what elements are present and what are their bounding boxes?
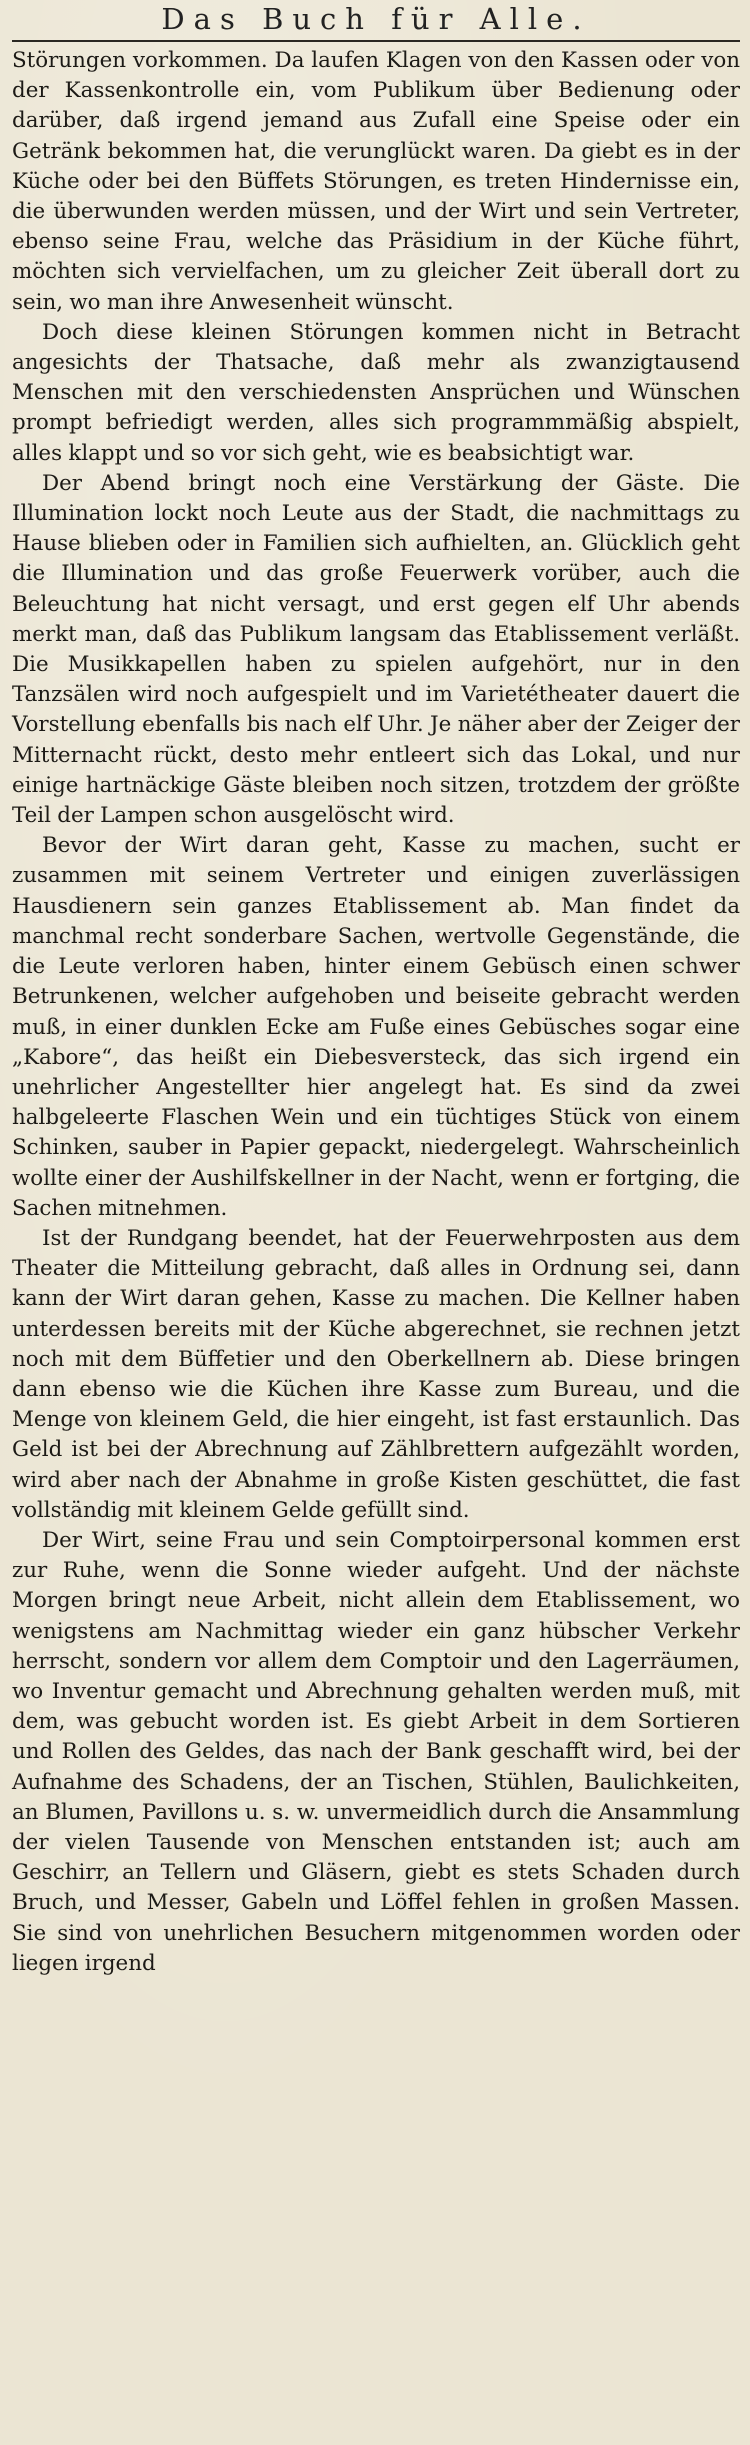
paragraph-6: Der Wirt, seine Frau und sein Comptoirpersonal kommen erst zur Ruhe, wenn die Sonne wieder aufgeht. Und der nächste Morgen bringt neue Arbeit, nicht allein dem Etablissement, wo wenigstens am Nachmittag wieder ein ganz hübscher Verkehr herrscht, sondern vor allem dem Comptoir und den Lagerräumen, wo Inventur gemacht und Abrechnung gehalten werden muß, mit dem, was gebucht worden ist. Es giebt Arbeit in dem Sortieren und Rollen des Geldes, das nach der Bank geschafft wird, bei der Aufnahme des Schadens, der an Tischen, Stühlen, Baulichkeiten, an Blumen, Pavillons u. s. w. unvermeidlich durch die Ansammlung der vielen Tausende von Menschen entstanden ist; auch am Geschirr, an Tellern und Gläsern, giebt es stets Schaden durch Bruch, und Messer, Gabeln und Löffel fehlen in großen Massen. Sie sind von unehrlichen Besuchern mitgenommen worden oder liegen irgend — [12, 1527, 740, 1976]
paragraph-5: Ist der Rundgang beendet, hat der Feuerwehrposten aus dem Theater die Mitteilung gebracht, daß alles in Ordnung sei, dann kann der Wirt daran gehen, Kasse zu machen. Die Kellner haben unterdessen bereits mit der Küche abgerechnet, sie rechnen jetzt noch mit dem Büffetier und den Oberkellnern ab. Diese bringen dann ebenso wie die Küchen ihre Kasse zum Bureau, und die Menge von kleinem Geld, die hier eingeht, ist fast erstaunlich. Das Geld ist bei der Abrechnung auf Zählbrettern aufgezählt worden, wird aber nach der Abnahme in große Kisten geschüttet, die fast vollständig mit kleinem Gelde gefüllt sind. — [12, 1225, 740, 1523]
article-body — [12, 46, 740, 1979]
running-title: Das Buch für Alle. — [161, 2, 591, 36]
paragraph-2: Doch diese kleinen Störungen kommen nicht in Betracht angesichts der Thatsache, daß mehr als zwanzigtausend Menschen mit den verschiedensten Ansprüchen und Wünschen prompt befriedigt werden, alles sich programmmäßig abspielt, alles klappt und so vor sich geht, wie es beabsichtigt war. — [12, 319, 740, 466]
paragraph-4: Bevor der Wirt daran geht, Kasse zu machen, sucht er zusammen mit seinem Vertreter und einigen zuverlässigen Hausdienern sein ganzes Etablissement ab. Man findet da manchmal recht sonderbare Sachen, wertvolle Gegenstände, die die Leute verloren haben, hinter einem Gebüsch einen schwer Betrunkenen, welcher aufgehoben und beiseite gebracht werden muß, in einer dunklen Ecke am Fuße eines Gebüsches sogar eine „Kabore“, das heißt ein Diebesversteck, das sich irgend ein unehrlicher Angestellter hier angelegt hat. Es sind da zwei halbgeleerte Flaschen Wein und ein tüchtiges Stück von einem Schinken, sauber in Papier gepackt, niedergelegt. Wahrscheinlich wollte einer der Aushilfskellner in der Nacht, wenn er fortging, die Sachen mitnehmen. — [12, 833, 740, 1221]
header-rule — [12, 40, 740, 42]
paragraph-3: Der Abend bringt noch eine Verstärkung der Gäste. Die Illumination lockt noch Leute aus der Stadt, die nachmittags zu Hause blieben oder in Familien sich aufhielten, an. Glücklich geht die Illumination und das große Feuerwerk vorüber, auch die Beleuchtung hat nicht versagt, und erst gegen elf Uhr abends merkt man, daß das Publikum langsam das Etablissement verläßt. Die Musikkapellen haben zu spielen aufgehört, nur in den Tanzsälen wird noch aufgespielt und im Varietétheater dauert die Vorstellung ebenfalls bis nach elf Uhr. Je näher aber der Zeiger der Mitternacht rückt, desto mehr entleert sich das Lokal, und nur einige hartnäckige Gäste bleiben noch sitzen, trotzdem der größte Teil der Lampen schon ausgelöscht wird. — [12, 470, 740, 829]
paragraph-1: Störungen vorkommen. Da laufen Klagen von den Kassen oder von der Kassenkontrolle ein, vom Publikum über Bedienung oder darüber, daß irgend jemand aus Zufall eine Speise oder ein Getränk bekommen hat, die verunglückt waren. Da giebt es in der Küche oder bei den Büffets Störungen, es treten Hindernisse ein, die überwunden werden müssen, und der Wirt und sein Vertreter, ebenso seine Frau, welche das Präsidium in der Küche führt, möchten sich vervielfachen, um zu gleicher Zeit überall dort zu sein, wo man ihre Anwesenheit wünscht. — [12, 48, 740, 315]
